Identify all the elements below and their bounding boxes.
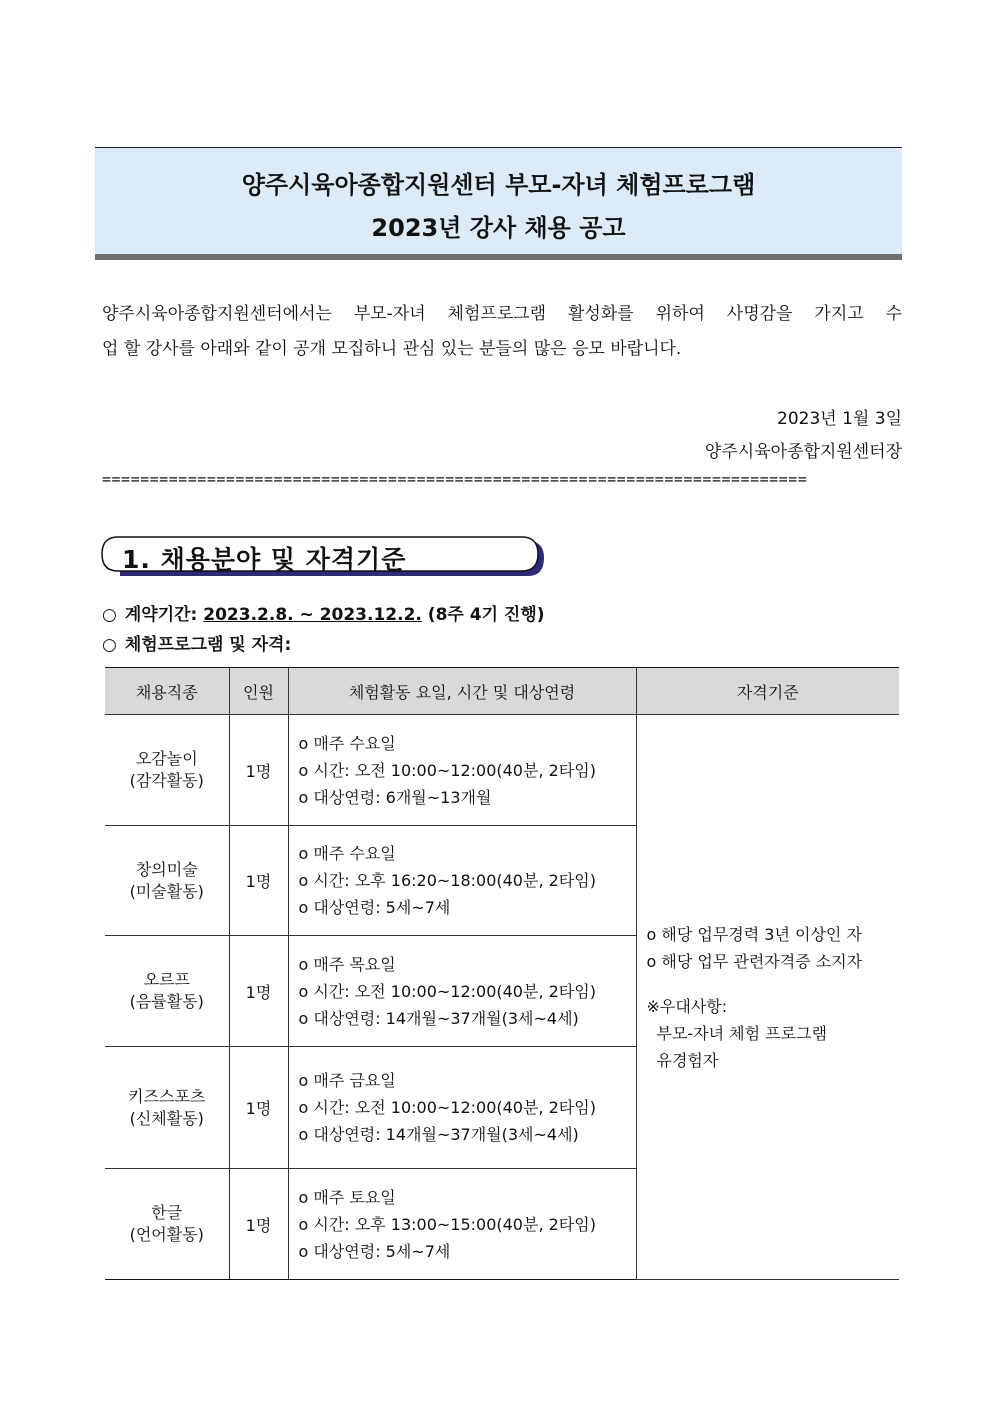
schedule-time: o 시간: 오후 13:00~15:00(40분, 2타임) (298, 1214, 596, 1234)
schedule-cell (288, 936, 636, 1047)
title-box (95, 147, 902, 260)
contract-note: (8주 4기 진행) (427, 605, 545, 625)
announcement-date: 2023년 1월 3일 (777, 409, 902, 429)
job-name: 한글 (151, 1203, 183, 1222)
qualification-line-1: o 해당 업무경력 3년 이상인 자 (646, 924, 862, 944)
bullet-circle-icon: ○ (102, 605, 117, 625)
contract-period-line (102, 600, 545, 625)
qualification-cell (636, 715, 899, 1280)
recruitment-table (105, 667, 899, 1280)
table-row (105, 715, 899, 826)
schedule-time: o 시간: 오전 10:00~12:00(40분, 2타임) (298, 981, 596, 1001)
count-cell: 1명 (229, 826, 288, 936)
schedule-day: o 매주 목요일 (298, 954, 396, 974)
issuer: 양주시육아종합지원센터장 (704, 442, 902, 462)
job-cell (105, 1169, 229, 1280)
header-schedule: 체험활동 요일, 시간 및 대상연령 (288, 668, 636, 715)
preference-line-2: 유경험자 (656, 1050, 719, 1070)
section-title: 1. 채용분야 및 자격기준 (122, 545, 407, 574)
schedule-age: o 대상연령: 6개월~13개월 (298, 787, 492, 807)
job-name: 키즈스포츠 (128, 1086, 206, 1106)
header-count: 인원 (229, 668, 288, 715)
count-cell: 1명 (229, 936, 288, 1047)
schedule-time: o 시간: 오전 10:00~12:00(40분, 2타임) (298, 1098, 596, 1117)
preference-line-1: 부모-자녀 체험 프로그램 (656, 1023, 828, 1043)
job-name: 오르프 (143, 970, 190, 989)
schedule-cell (288, 715, 636, 826)
bullet-circle-icon: ○ (102, 635, 117, 655)
header-job: 채용직종 (105, 668, 229, 715)
title-line-2: 2023년 강사 채용 공고 (371, 214, 626, 242)
table-header-row (105, 668, 899, 715)
qualification-line-2: o 해당 업무 관련자격증 소지자 (646, 951, 863, 971)
job-sub: (미술활동) (129, 881, 204, 901)
schedule-day: o 매주 금요일 (298, 1071, 396, 1090)
schedule-age: o 대상연령: 5세~7세 (298, 1241, 451, 1261)
contract-period: 2023.2.8. ~ 2023.12.2. (203, 605, 422, 625)
header-qualification: 자격기준 (636, 668, 899, 715)
title-line-1: 양주시육아종합지원센터 부모-자녀 체험프로그램 (241, 171, 756, 199)
intro-line-2: 업 할 강사를 아래와 같이 공개 모집하니 관심 있는 분들의 많은 응모 바랍니다. (102, 339, 682, 359)
job-cell (105, 826, 229, 936)
count-cell: 1명 (229, 1047, 288, 1169)
schedule-time: o 시간: 오후 16:20~18:00(40분, 2타임) (298, 871, 596, 890)
schedule-age: o 대상연령: 14개월~37개월(3세~4세) (298, 1125, 579, 1144)
job-cell (105, 715, 229, 826)
schedule-time: o 시간: 오전 10:00~12:00(40분, 2타임) (298, 760, 596, 780)
job-sub: (언어활동) (129, 1225, 204, 1244)
schedule-cell (288, 826, 636, 936)
count-cell: 1명 (229, 715, 288, 826)
schedule-day: o 매주 수요일 (298, 844, 396, 863)
job-name: 오감놀이 (135, 749, 198, 768)
job-sub: (감각활동) (129, 771, 204, 790)
job-sub: (신체활동) (129, 1108, 204, 1128)
job-cell (105, 936, 229, 1047)
job-sub: (음률활동) (129, 992, 204, 1011)
preference-label: ※우대사항: (646, 996, 728, 1016)
intro-line-1: 양주시육아종합지원센터에서는 부모-자녀 체험프로그램 활성화를 위하여 사명감을 가지고 수 (102, 304, 902, 324)
program-line (102, 630, 291, 655)
job-cell (105, 1047, 229, 1169)
schedule-age: o 대상연령: 5세~7세 (298, 898, 451, 917)
schedule-cell (288, 1169, 636, 1280)
contract-label: 계약기간: (124, 605, 198, 625)
divider-line: ========================================================================== (102, 470, 808, 488)
schedule-day: o 매주 수요일 (298, 733, 396, 753)
schedule-cell (288, 1047, 636, 1169)
program-label: 체험프로그램 및 자격: (124, 635, 292, 655)
count-cell: 1명 (229, 1169, 288, 1280)
schedule-day: o 매주 토요일 (298, 1187, 396, 1207)
job-name: 창의미술 (135, 859, 198, 879)
schedule-age: o 대상연령: 14개월~37개월(3세~4세) (298, 1008, 579, 1028)
